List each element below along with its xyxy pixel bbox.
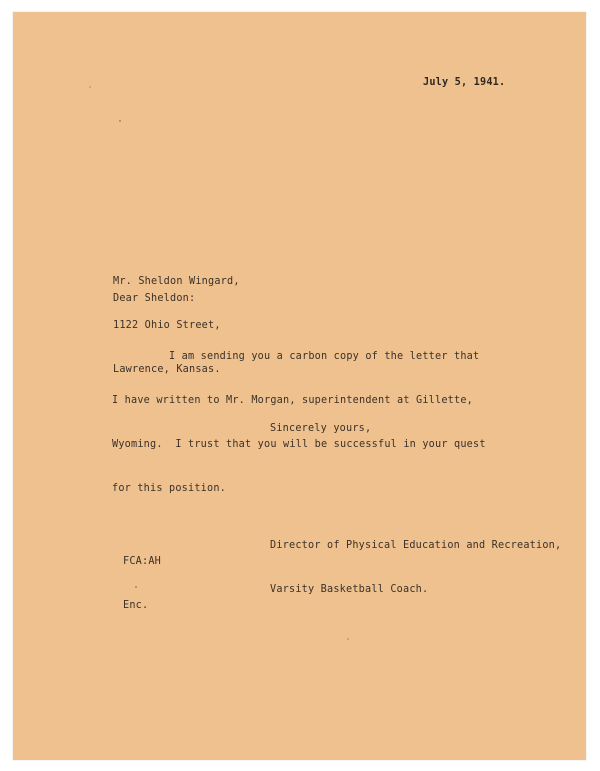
- paper-speck: [135, 586, 137, 588]
- paper-speck: [347, 638, 349, 640]
- reference-notation: [123, 526, 161, 643]
- signer-title-secondary: Varsity Basketball Coach.: [270, 583, 429, 595]
- letter-date: July 5, 1941.: [423, 77, 506, 88]
- complimentary-closing: Sincerely yours,: [270, 423, 372, 434]
- paper-speck: [89, 86, 91, 88]
- salutation: Dear Sheldon:: [113, 293, 196, 304]
- body-line: Wyoming. I trust that you will be successful in your quest: [112, 438, 486, 450]
- body-line: I have written to Mr. Morgan, superintendent at Gillette,: [112, 394, 474, 406]
- recipient-city: Lawrence, Kansas.: [113, 363, 221, 375]
- signer-title: Director of Physical Education and Recreation,: [270, 540, 562, 552]
- recipient-street: 1122 Ohio Street,: [113, 319, 221, 331]
- enclosure-notation: Enc.: [123, 599, 149, 611]
- paper-speck: [119, 120, 121, 122]
- body-line: for this position.: [112, 482, 227, 494]
- reference-initials: FCA:AH: [123, 556, 162, 568]
- body-line: I am sending you a carbon copy of the letter that: [112, 351, 480, 363]
- signature-block: [270, 510, 561, 627]
- letter-page: [13, 12, 586, 760]
- recipient-name: Mr. Sheldon Wingard,: [113, 276, 240, 288]
